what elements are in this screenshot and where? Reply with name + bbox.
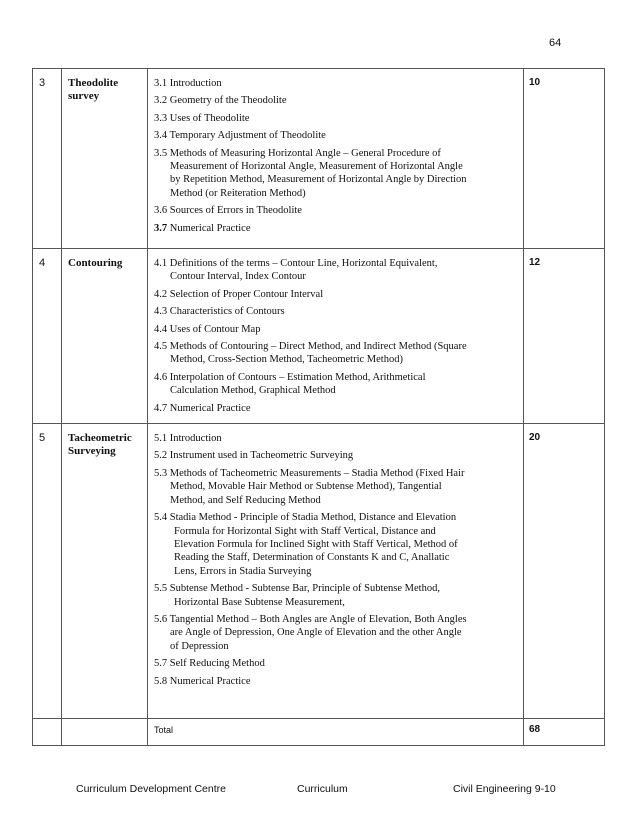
- syllabus-table: [32, 68, 605, 746]
- topic-item: [154, 511, 515, 578]
- table-row: [33, 424, 605, 719]
- unit-number: 3: [33, 69, 62, 249]
- topics-cell: [148, 249, 524, 424]
- topic-number: 5.5: [154, 583, 168, 595]
- topic-text-continuation: Measurement of Horizontal Angle, Measurement of Horizontal Angle: [170, 161, 463, 173]
- topic-item: [154, 432, 515, 445]
- topic-text: Methods of Tacheometric Measurements – Stadia Method (Fixed Hair: [169, 467, 465, 479]
- topic-text-continuation: Reading the Staff, Determination of Constants K and C, Anallatic: [174, 552, 450, 564]
- topic-number: 5.7: [154, 658, 168, 670]
- topic-text: Definitions of the terms – Contour Line, Horizontal Equivalent,: [169, 258, 438, 269]
- topic-text: Numerical Practice: [169, 675, 251, 687]
- topic-number: 4.4: [154, 323, 168, 335]
- topic-item: [154, 94, 515, 107]
- topics-cell: [148, 69, 524, 249]
- topic-number: 4.7: [154, 402, 168, 414]
- topic-text: Numerical Practice: [169, 222, 251, 234]
- total-row: [33, 719, 605, 746]
- topic-text: Uses of Theodolite: [169, 112, 250, 124]
- topic-item: [154, 449, 515, 462]
- topic-item: [154, 613, 515, 653]
- topic-number: 4.2: [154, 288, 168, 300]
- topic-number: 4.6: [154, 371, 168, 383]
- topic-item: [154, 204, 515, 217]
- topic-item: [154, 582, 515, 609]
- topic-number: 5.3: [154, 467, 168, 479]
- unit-marks: 20: [524, 424, 605, 719]
- total-value: 68: [524, 719, 605, 746]
- topic-text-continuation: Lens, Errors in Stadia Surveying: [174, 565, 312, 577]
- topic-text: Introduction: [169, 78, 222, 89]
- unit-title: Theodolite survey: [62, 69, 148, 249]
- footer-right: Civil Engineering 9-10: [453, 783, 556, 795]
- topic-text: Self Reducing Method: [169, 658, 265, 670]
- topic-text-continuation: are Angle of Depression, One Angle of Elevation and the other Angle: [170, 627, 462, 639]
- topic-text-continuation: Method, Cross-Section Method, Tacheometric Method): [170, 354, 403, 366]
- topic-item: [154, 402, 515, 415]
- page-number: 64: [549, 37, 562, 49]
- topic-text-continuation: of Depression: [170, 640, 229, 652]
- topic-text: Sources of Errors in Theodolite: [169, 205, 302, 217]
- topic-text: Interpolation of Contours – Estimation Method, Arithmetical: [169, 371, 426, 383]
- topic-item: [154, 129, 515, 142]
- topic-number: 5.2: [154, 450, 168, 462]
- topic-item: [154, 657, 515, 670]
- total-empty-cell: [33, 719, 62, 746]
- topic-number: 4.3: [154, 306, 168, 318]
- topic-number: 3.4: [154, 130, 168, 142]
- total-empty-cell: [62, 719, 148, 746]
- topic-item: [154, 323, 515, 336]
- topic-number: 3.2: [154, 95, 168, 107]
- unit-marks: 12: [524, 249, 605, 424]
- topic-item: [154, 675, 515, 688]
- topic-text: Instrument used in Tacheometric Surveying: [169, 450, 354, 462]
- topic-number: 3.6: [154, 205, 168, 217]
- topic-number: 5.8: [154, 675, 168, 687]
- topic-text-continuation: Method (or Reiteration Method): [170, 187, 306, 199]
- topic-number: 3.7: [154, 222, 168, 234]
- topic-text: Selection of Proper Contour Interval: [169, 288, 324, 300]
- topic-text: Numerical Practice: [169, 402, 251, 414]
- topic-text: Characteristics of Contours: [169, 306, 285, 318]
- topic-text-continuation: Method, Movable Hair Method or Subtense Method), Tangential: [170, 481, 442, 493]
- topic-number: 5.1: [154, 433, 168, 445]
- topic-item: [154, 147, 515, 201]
- topic-item: [154, 257, 515, 284]
- topic-item: [154, 340, 515, 367]
- topic-text-continuation: Contour Interval, Index Contour: [170, 271, 306, 283]
- topic-text: Subtense Method - Subtense Bar, Principle of Subtense Method,: [169, 583, 440, 595]
- topic-number: 3.3: [154, 112, 168, 124]
- topic-text-continuation: by Repetition Method, Measurement of Horizontal Angle by Direction: [170, 174, 467, 186]
- unit-number: 4: [33, 249, 62, 424]
- topic-number: 5.6: [154, 613, 168, 625]
- topic-text: Introduction: [169, 433, 222, 445]
- topic-item: [154, 77, 515, 90]
- topic-text: Uses of Contour Map: [169, 323, 261, 335]
- table-row: [33, 69, 605, 249]
- unit-title: Tacheometric Surveying: [62, 424, 148, 719]
- topic-text-continuation: Calculation Method, Graphical Method: [170, 385, 336, 397]
- total-label: Total: [148, 719, 524, 746]
- topic-item: [154, 288, 515, 301]
- topic-item: [154, 222, 515, 235]
- topic-item: [154, 112, 515, 125]
- topic-number: 3.1: [154, 78, 168, 89]
- footer-left: Curriculum Development Centre: [76, 783, 226, 795]
- unit-marks: 10: [524, 69, 605, 249]
- topic-item: [154, 371, 515, 398]
- topic-text-continuation: Formula for Horizontal Sight with Staff Vertical, Distance and: [174, 525, 436, 537]
- topic-text-continuation: Elevation Formula for Inclined Sight with Staff Vertical, Method of: [174, 538, 458, 550]
- topics-cell: [148, 424, 524, 719]
- unit-title: Contouring: [62, 249, 148, 424]
- footer-center: Curriculum: [297, 783, 348, 795]
- topic-text: Methods of Measuring Horizontal Angle – General Procedure of: [169, 147, 441, 159]
- topic-text-continuation: Method, and Self Reducing Method: [170, 494, 321, 506]
- topic-item: [154, 467, 515, 507]
- topic-text: Stadia Method - Principle of Stadia Method, Distance and Elevation: [169, 512, 457, 524]
- topic-text: Temporary Adjustment of Theodolite: [169, 130, 326, 142]
- topic-text: Tangential Method – Both Angles are Angle of Elevation, Both Angles: [169, 613, 467, 625]
- topic-number: 3.5: [154, 147, 168, 159]
- unit-number: 5: [33, 424, 62, 719]
- table-body: [33, 69, 605, 746]
- topic-number: 4.1: [154, 258, 168, 269]
- topic-item: [154, 305, 515, 318]
- table-row: [33, 249, 605, 424]
- topic-number: 5.4: [154, 512, 168, 524]
- topic-text: Methods of Contouring – Direct Method, and Indirect Method (Square: [169, 341, 467, 353]
- topic-text: Geometry of the Theodolite: [169, 95, 287, 107]
- topic-number: 4.5: [154, 341, 168, 353]
- topic-text-continuation: Horizontal Base Subtense Measurement,: [174, 596, 345, 608]
